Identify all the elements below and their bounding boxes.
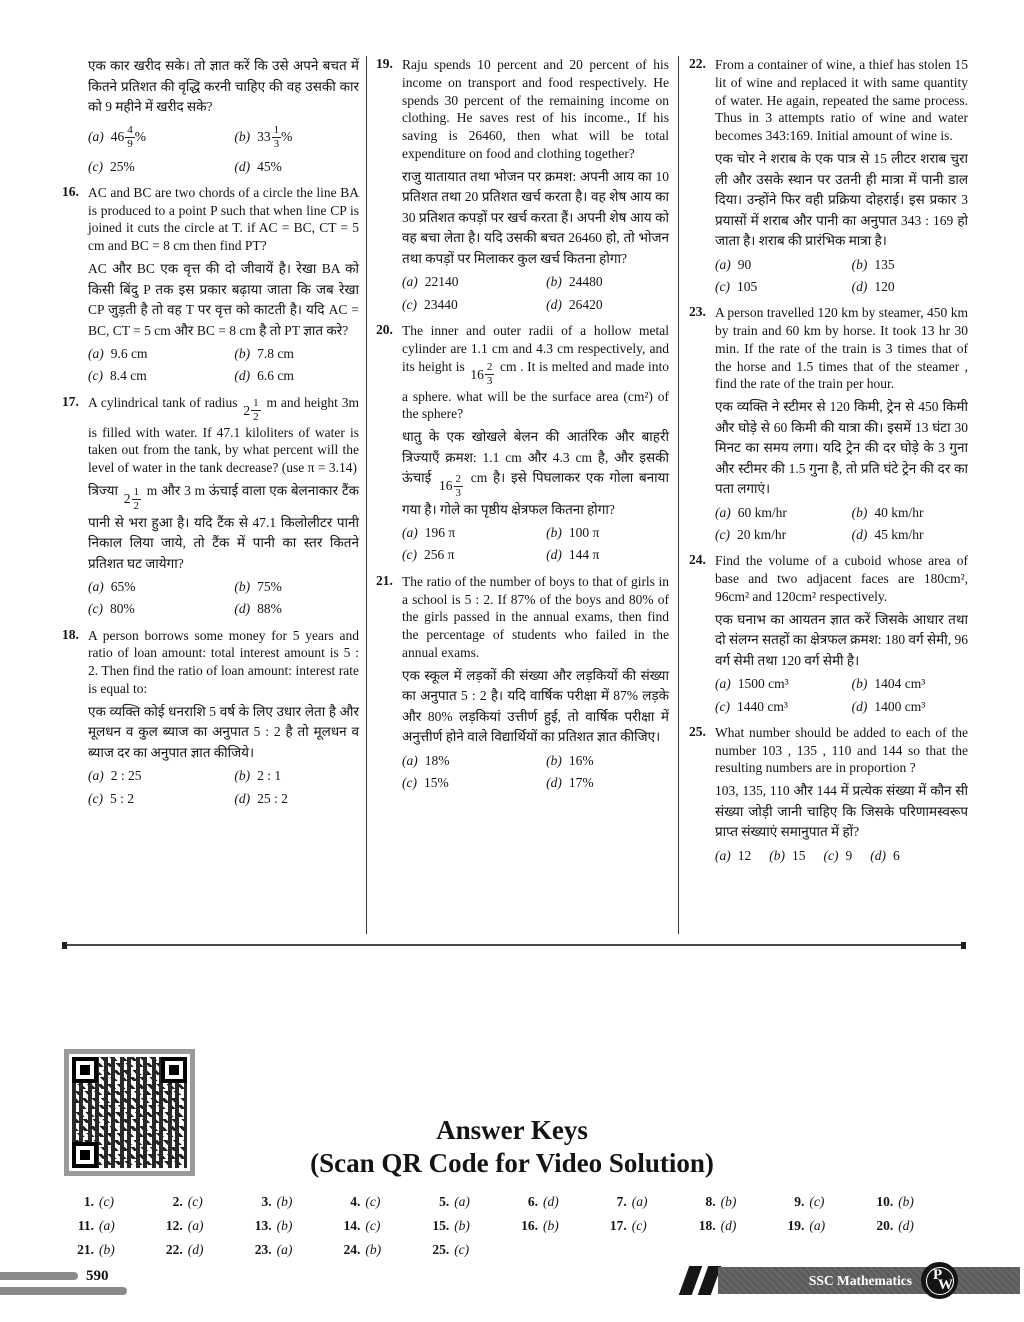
option-a: (a) 60 km/hr: [715, 504, 787, 520]
question-number: 23.: [689, 304, 706, 320]
option-a: (a) 90: [715, 256, 752, 272]
answer-key-entry: 11. (a): [77, 1218, 115, 1233]
option-a: (a) 12: [715, 847, 752, 863]
option-b: (b) 16%: [546, 752, 594, 768]
answer-key-entry: 10. (b): [876, 1194, 914, 1209]
answer-key-entry: 6. (d): [527, 1194, 559, 1209]
answer-key-entry: 1. (c): [83, 1194, 114, 1209]
option-d: (d) 6: [870, 847, 900, 863]
answer-keys-heading: [0, 1114, 1024, 1180]
options: [402, 272, 669, 315]
option-c: (c) 15%: [402, 775, 449, 791]
option-b: (b) 75%: [234, 579, 282, 595]
option-c: (c) 23440: [402, 296, 458, 312]
fraction: 2 1 2: [243, 397, 259, 424]
option-d: (d) 45%: [234, 158, 282, 174]
option-d: (d) 25 : 2: [234, 790, 288, 806]
option-b: (b) 100 π: [546, 525, 600, 541]
option-d: (d) 144 π: [546, 547, 600, 563]
question-text-hi: राजु यातायात तथा भोजन पर क्रमश: अपनी आय का 10 प्रतिशत तथा 20 प्रतिशत खर्च करता है। वह शेष आय का 30 प्रतिशत कपड़ों पर खर्च करता हैं। अपनी शेष आय को वह बचा लेता है। यदि उसकी बचत 26460 हो, तो भोजन तथा कपड़ों पर मिलाकर कुल खर्च कितना होगा?: [402, 168, 669, 266]
option-c: (c) 25%: [88, 158, 135, 174]
question-16: [62, 184, 359, 387]
fraction: 16 2 3: [439, 473, 462, 500]
column-2: [366, 56, 678, 934]
option-c: (c) 8.4 cm: [88, 368, 147, 384]
fraction: 2 1 2: [123, 486, 139, 512]
book-title: SSC Mathematics: [808, 1272, 912, 1288]
answer-key-entry: 23. (a): [254, 1242, 293, 1257]
qr-finder-top-left: [72, 1057, 98, 1083]
answer-key-entry: 13. (b): [254, 1218, 293, 1233]
option-a: (a) 18%: [402, 752, 450, 768]
question-text-hi: एक चोर ने शराब के एक पात्र से 15 लीटर शराब चुरा ली और उसके स्थान पर उतनी ही मात्रा में पानी डाल दिया। उन्होंने फिर वही प्रक्रिया दोहराई। इस प्रकार 3 प्रयासों में शराब और पानी का अनुपात 343 : 169 हो जाता है। शराब की प्रारंभिक मात्रा है।: [715, 151, 968, 249]
question-text-hi: त्रिज्या 2 1 2 m और 3 m ऊंचाई वाला एक बेलनाकार टैंक पानी से भरा हुआ है। यदि टैंक से 47.1 किलोलीटर पानी निकाल लिया जाये, तो टैंक में पानी का स्तर कितने प्रतिशत घट जायेगा?: [88, 483, 359, 571]
question-21: [376, 573, 669, 794]
question-text-en: AC and BC are two chords of a circle the line BA is produced to a point P such that when line CP is joined it cuts the circle at T. if AC = BC, CT = 5 cm and BC = 8 cm then find PT?: [88, 184, 359, 254]
column-3: [678, 56, 968, 934]
page-number: 590: [86, 1268, 109, 1284]
question-text-hi: एक व्यक्ति कोई धनराशि 5 वर्ष के लिए उधार लेता है और मूलधन व कुल ब्याज का अनुपात 5 : 2 है तो मूलधन व ब्याज दर का अनुपात ज्ञात कीजिये।: [88, 703, 359, 760]
question-text-en: A person travelled 120 km by steamer, 450 km by train and 60 km by horse. It took 13 hr 30 min. If the rate of the train is 3 times that of the horse and 1.5 times that of the steamer , find the rate of the train per hour.: [715, 305, 968, 392]
question-number: 25.: [689, 723, 706, 739]
question-18: [62, 627, 359, 809]
option-b: (b) 7.8 cm: [234, 346, 294, 362]
options: [402, 523, 669, 566]
answer-key-entry: 12. (a): [165, 1218, 204, 1233]
qr-finder-top-right: [161, 1057, 187, 1083]
question-text-en: What number should be added to each of the number 103 , 135 , 110 and 144 so that the resulting numbers are in proportion ?: [715, 724, 968, 776]
option-a: (a) 196 π: [402, 525, 456, 541]
option-b: (b) 15: [769, 847, 806, 863]
pw-logo: [921, 1262, 958, 1299]
pw-logo-letter-w: W: [938, 1277, 953, 1293]
question-number: 19.: [376, 56, 393, 71]
option-c: (c) 256 π: [402, 547, 455, 563]
option-b: (b) 33 1 3 %: [234, 124, 293, 151]
answer-key-entry: 21. (b): [77, 1242, 115, 1257]
option-a: (a) 65%: [88, 579, 136, 595]
options: [88, 766, 359, 809]
answer-key-entry: 20. (d): [876, 1218, 914, 1233]
question-text-en: A cylindrical tank of radius 2 1 2 m and height 3m is filled with water. If 47.1 kiloliters of water is taken out from the tank, by what percent will the level of water in the tank decrease? (use π = 3.14): [88, 394, 359, 476]
answer-keys-subtitle: (Scan QR Code for Video Solution): [310, 1147, 714, 1178]
options: [715, 503, 968, 546]
footer-bar-top: [0, 1272, 78, 1280]
question-text-en: Raju spends 10 percent and 20 percent of his income on transport and food respectively. He spends 30 percent of the remaining income on clothing. He saves rest of his income., If his saving is 26460, then what will be total expenditure on food and clothing together?: [402, 57, 669, 162]
option-d: (d) 17%: [546, 775, 594, 791]
answer-key-entry: 5. (a): [439, 1194, 470, 1209]
fraction: 16 2 3: [470, 361, 493, 387]
question-number: 22.: [689, 56, 706, 71]
question-text-hi: एक कार खरीद सके। तो ज्ञात करें कि उसे अपने बचत में कितने प्रतिशत की वृद्धि करनी चाहिए की वह उसकी कार को 9 महीने में खरीद सके?: [88, 58, 359, 115]
answer-key-entry: 3. (b): [261, 1194, 293, 1209]
option-a: (a) 2 : 25: [88, 768, 142, 784]
answer-key-entry: 15. (b): [432, 1218, 470, 1233]
answer-key-entry: 2. (c): [172, 1194, 203, 1209]
options: [88, 121, 359, 177]
option-b: (b) 40 km/hr: [851, 504, 924, 520]
answer-key-entry: 19. (a): [787, 1218, 826, 1233]
question-text-en: The ratio of the number of boys to that of girls in a school is 5 : 2. If 87% of the boys and 80% of the girls passed in the annual exams, then find the percentage of students who failed in the annual exams.: [402, 573, 669, 660]
question-15-continuation: [62, 56, 359, 177]
option-c: (c) 9: [823, 847, 853, 863]
column-1: [62, 56, 366, 934]
option-c: (c) 80%: [88, 601, 135, 617]
option-a: (a) 46 4 9 %: [88, 124, 146, 151]
answer-key-entry: 18. (d): [698, 1218, 737, 1233]
options: [402, 751, 669, 794]
option-b: (b) 1404 cm³: [851, 676, 926, 692]
options: [88, 577, 359, 620]
option-c: (c) 20 km/hr: [715, 527, 787, 543]
option-d: (d) 1400 cm³: [851, 698, 926, 714]
fraction: 4 9: [127, 124, 133, 151]
footer-bar-bottom: [0, 1287, 127, 1295]
answer-keys-title: Answer Keys: [436, 1115, 588, 1145]
question-text-hi: एक व्यक्ति ने स्टीमर से 120 किमी, ट्रेन से 450 किमी और घोड़े से 60 किमी की यात्रा की। इसमें 13 घंटा 30 मिनट का समय लगा। यदि ट्रेन की दर घोड़े के 3 गुना और स्टीमर की 1.5 गुना है, तो प्रति घंटे ट्रेन की दर का पता लगाएं।: [715, 399, 968, 497]
question-23: [689, 304, 968, 545]
option-c: (c) 1440 cm³: [715, 698, 788, 714]
answer-key-entry: 7. (a): [616, 1194, 648, 1209]
question-number: 20.: [376, 321, 393, 337]
option-a: (a) 9.6 cm: [88, 346, 148, 362]
answer-key-entry: 16. (b): [521, 1218, 559, 1233]
question-text-hi: धातु के एक खोखले बेलन की आतंरिक और बाहरी त्रिज्याएँ क्रमश: 1.1 cm और 4.3 cm है, और इसकी ऊंचाई 16 2 3 cm है। इसे पिघलाकर एक गोला बनाया गया है। गोले का पृष्ठीय क्षेत्रफल कितना होगा?: [402, 429, 669, 517]
question-number: 18.: [62, 626, 79, 642]
question-text-hi: AC और BC एक वृत्त की दो जीवायें है। रेखा BA को किसी बिंदु P तक इस प्रकार बढ़ाया जाता कि जब रेखा CP जुड़ती है तो वह T पर वृत्त को काटती है। यदि AC = BC, CT = 5 cm और BC = 8 cm है तो PT ज्ञात करे?: [88, 261, 359, 338]
question-text-hi: 103, 135, 110 और 144 में प्रत्येक संख्या में कौन सी संख्या जोड़ी जानी चाहिए कि जिसके परिणामस्वरूप प्राप्त संख्याएं समानुपात में हों?: [715, 783, 968, 840]
question-25: [689, 724, 968, 866]
options: [88, 344, 359, 387]
options: [715, 846, 968, 866]
question-20: [376, 322, 669, 566]
answer-key-entry: 4. (c): [350, 1194, 381, 1209]
question-number: 16.: [62, 183, 79, 199]
question-text-en: Find the volume of a cuboid whose area of base and two adjacent faces are 180cm², 96cm² and 120cm² respectively.: [715, 553, 968, 604]
option-a: (a) 22140: [402, 274, 459, 290]
option-d: (d) 26420: [546, 296, 603, 312]
question-number: 21.: [376, 572, 393, 588]
options: [715, 255, 968, 298]
fraction: 1 3: [273, 124, 280, 151]
question-text-en: The inner and outer radii of a hollow metal cylinder are 1.1 cm and 4.3 cm respectively, and its height is 16 2 3 cm . It is melted and made into a sphere. what will be the surface area (cm²) of the sphere?: [402, 322, 670, 422]
answer-key-entry: 8. (b): [705, 1194, 737, 1209]
question-text-en: From a container of wine, a thief has stolen 15 lit of wine and replaced it with same quantity of water. He again, repeated the same process. Thus in 3 attempts ratio of wine and water becomes 343:169. Initial amount of wine is.: [715, 57, 968, 144]
answer-key-entry: 9. (c): [794, 1194, 825, 1209]
option-c: (c) 5 : 2: [88, 790, 134, 806]
answer-key-entry: 24. (b): [343, 1242, 382, 1257]
question-text-en: A person borrows some money for 5 years and ratio of loan amount: total interest amount is 5 : 2. Then find the ratio of loan amount: interest rate is equal to:: [88, 627, 359, 696]
options: [715, 674, 968, 717]
option-d: (d) 6.6 cm: [234, 368, 294, 384]
pw-logo-letter-p: P: [933, 1267, 943, 1283]
question-number: 17.: [62, 393, 79, 409]
answer-key-entry: 17. (c): [609, 1218, 647, 1233]
question-17: [62, 394, 359, 620]
question-number: 24.: [689, 552, 706, 568]
answer-key-entry: 22. (d): [165, 1242, 204, 1257]
option-d: (d) 120: [851, 278, 895, 294]
option-a: (a) 1500 cm³: [715, 676, 789, 692]
question-22: [689, 56, 968, 297]
option-c: (c) 105: [715, 278, 758, 294]
question-24: [689, 552, 968, 716]
question-columns: [62, 56, 968, 934]
question-text-hi: एक स्कूल में लड़कों की संख्या और लड़कियों की संख्या का अनुपात 5 : 2 है। यदि वार्षिक परीक्षा में 87% लड़के और 80% लड़कियां उत्तीर्ण हुई, तो वार्षिक परीक्षा में अनुत्तीर्ण होने वाले विद्यार्थियों का प्रतिशत ज्ञात कीजिए।: [402, 667, 669, 745]
option-b: (b) 2 : 1: [234, 768, 282, 784]
option-d: (d) 88%: [234, 601, 282, 617]
section-divider: [63, 944, 965, 946]
option-b: (b) 135: [851, 256, 895, 272]
answer-key-entry: 14. (c): [343, 1218, 381, 1233]
option-d: (d) 45 km/hr: [851, 527, 924, 543]
footer-book-bar: [718, 1267, 1020, 1294]
question-19: [376, 56, 669, 315]
option-b: (b) 24480: [546, 274, 603, 290]
answer-key-entry: 25. (c): [432, 1242, 470, 1257]
question-text-hi: एक घनाभ का आयतन ज्ञात करें जिसके आधार तथा दो संलग्न सतहों का क्षेत्रफल क्रमश: 180 वर्ग सेमी, 96 वर्ग सेमी तथा 120 वर्ग सेमी है।: [715, 611, 968, 668]
answer-key-grid: [70, 1194, 958, 1258]
